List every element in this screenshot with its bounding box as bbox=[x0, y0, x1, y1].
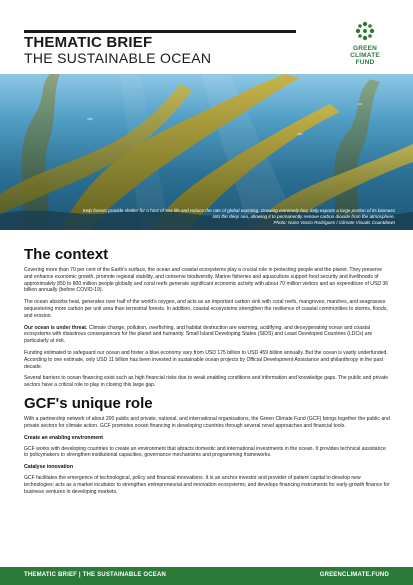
brief-title: THEMATIC BRIEF bbox=[24, 34, 153, 51]
brief-subtitle: THE SUSTAINABLE OCEAN bbox=[24, 50, 212, 66]
catalyse-innovation-heading: Catalyse innovation bbox=[24, 464, 74, 471]
logo-text-fund: FUND bbox=[355, 59, 375, 66]
threat-text: Climate change, pollution, overfishing, and habitat destruction are warming, acidifying, and deoxygenating ocean and coastal ecosystems with disastrous consequences for the planet and humanity. Small Island Developing States (SIDS) and Least Developed Countries (LDCs) are particularly at risk. bbox=[24, 324, 373, 345]
main-content bbox=[24, 246, 390, 501]
logo-text-climate: CLIMATE bbox=[350, 52, 380, 59]
catalyse-innovation-text: GCF facilitates the emergence of technological, policy and financial innovations. It is an anchor investor and provider of patient capital to develop new technologies; acts as a market incubator to strengthen entrepreneurial and innovation ecosystems; and develops financing instruments for early-growth finance for business ventures in developing markets. bbox=[24, 475, 390, 495]
footer-website-link[interactable]: GREENCLIMATE.FUND bbox=[319, 572, 389, 578]
context-paragraph-3 bbox=[24, 325, 390, 345]
kelp-forest-photo bbox=[0, 74, 413, 230]
enabling-environment-heading: Create an enabling environment bbox=[24, 434, 103, 441]
role-heading: GCF's unique role bbox=[24, 394, 153, 412]
context-paragraph-4: Funding estimated to safeguard our ocean and foster a blue economy vary from USD 175 billion to USD 459 billion annually. But the ocean is vastly underfunded. According to one estimate, only USD 11 billion has been invested in sustainable ocean projects by Official Development Assistance and philanthropy in the past decade. bbox=[24, 349, 388, 370]
photo-caption bbox=[75, 208, 395, 226]
context-paragraph-5: Several barriers to ocean financing exist such as high financial risks due to weak enabling conditions and information and knowledge gaps. The public and private sectors have a critical role to play in closing this large gap. bbox=[24, 375, 389, 389]
title-rule bbox=[24, 30, 296, 33]
caption-text: Kelp forests provide shelter for a host of sea life and reduce the rate of global warming. Growing extremely fast, kelp exports a large portion of its biomass into the deep sea, allowing it to permanently remove carbon dioxide from the atmosphere. bbox=[82, 208, 395, 219]
role-paragraph-1: With a partnership network of about 200 public and private, national, and international organisations, the Green Climate Fund (GCF) brings together the public and private sectors for climate action. GCF promotes ocean financing in developing countries through several novel approaches and financial tools. bbox=[24, 415, 390, 429]
context-paragraph-1: Covering more than 70 per cent of the Earth's surface, the ocean and coastal ecosystems play a crucial role in protecting people and the planet. They preserve and enhance economic growth, promote regional stability, and conserve biodiversity. Marine fisheries and aquaculture support food security and livelihoods of approximately 850 to 800 million people globally and coral reefs generate significant economic activity with about 70 million visitors and an expenditure of USD 36 billion annually (before COVID-19). bbox=[24, 267, 389, 294]
page-header bbox=[0, 0, 413, 74]
enabling-environment-text: GCF works with developing countries to create an environment that attracts domestic and international investments in the ocean. It provides technical assistance to policymakers to strengthen institutional capacities, governance mechanisms and programming frameworks. bbox=[24, 445, 386, 459]
context-paragraph-2: The ocean absorbs heat, generates over half of the world's oxygen, and acts as an important carbon sink with coral reefs, mangroves, marshes, and seagrasses sequestering more carbon per unit area than terrestrial forests. In addition, coastal ecosystems strengthen the resilience of coastal communities to storms, floods, and erosion. bbox=[24, 299, 388, 319]
page-footer bbox=[0, 567, 413, 585]
threat-lead: Our ocean is under threat. bbox=[24, 324, 88, 331]
footer-brief-label: THEMATIC BRIEF | THE SUSTAINABLE OCEAN bbox=[24, 572, 167, 578]
gcf-leaf-icon bbox=[354, 20, 376, 42]
kelp-illustration bbox=[0, 74, 413, 230]
gcf-logo bbox=[330, 20, 400, 74]
logo-text-green: GREEN bbox=[352, 45, 378, 52]
photo-credit: Photo: Nuno Vasco Rodrigues / Climate Visuals Countdown bbox=[273, 220, 395, 225]
context-heading: The context bbox=[24, 246, 109, 263]
